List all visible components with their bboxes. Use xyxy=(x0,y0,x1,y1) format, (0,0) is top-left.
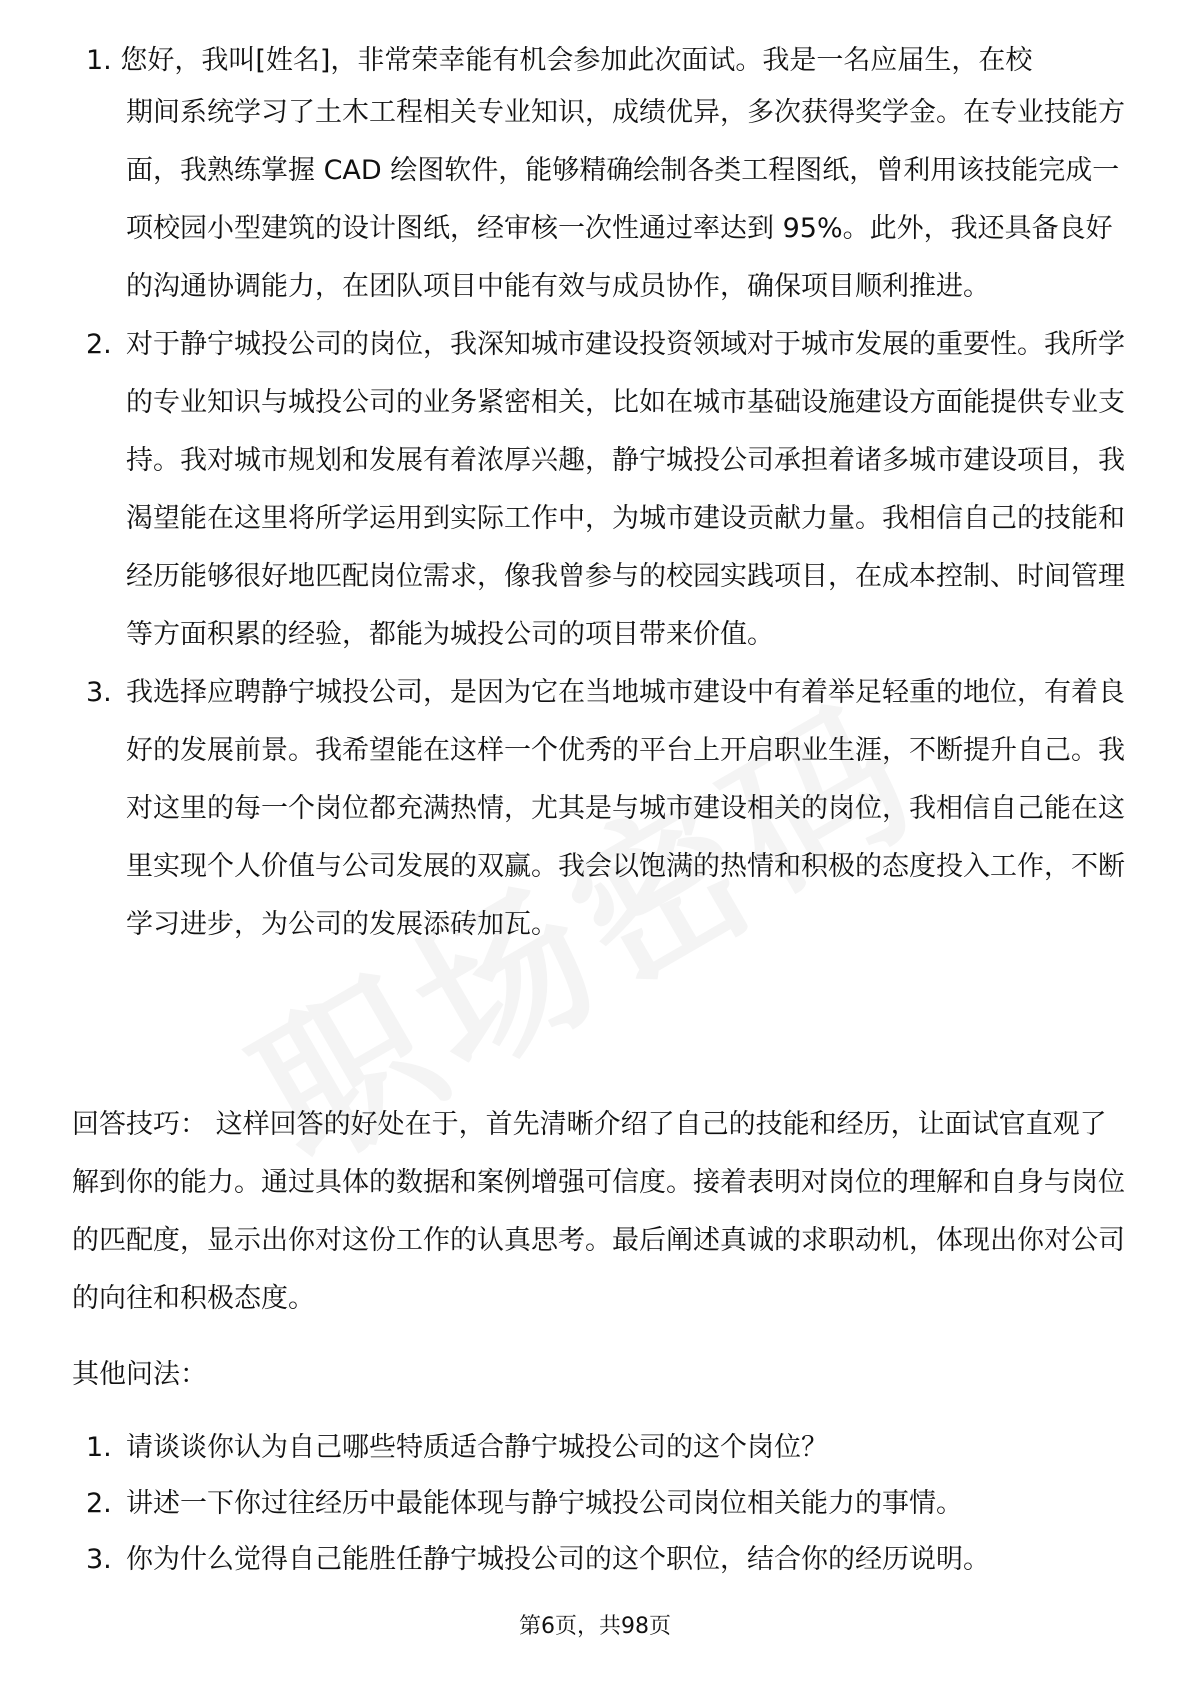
list-item xyxy=(0,1420,1190,1476)
list-item-text: 对于静宁城投公司的岗位，我深知城市建设投资领域对于城市发展的重要性。我所学的专业知识与城投公司的业务紧密相关，比如在城市基础设施建设方面能提供专业支持。我对城市规划和发展有着浓厚兴趣，静宁城投公司承担着诸多城市建设项目，我渴望能在这里将所学运用到实际工作中，为城市建设贡献力量。我相信自己的技能和经历能够很好地匹配岗位需求，像我曾参与的校园实践项目，在成本控制、时间管理等方面积累的经验，都能为城投公司的项目带来价值。 xyxy=(126,329,1125,650)
answer-list xyxy=(0,84,1190,954)
list-item-number: 2. xyxy=(86,329,112,360)
list-item xyxy=(0,1476,1190,1532)
list-item xyxy=(0,316,1190,664)
list-item-text: 你为什么觉得自己能胜任静宁城投公司的这个职位，结合你的经历说明。 xyxy=(126,1544,990,1575)
list-item-number: 3. xyxy=(86,1544,112,1575)
list-item-text: 我选择应聘静宁城投公司，是因为它在当地城市建设中有着举足轻重的地位，有着良好的发展前景。我希望能在这样一个优秀的平台上开启职业生涯，不断提升自己。我对这里的每一个岗位都充满热情，尤其是与城市建设相关的岗位，我相信自己能在这里实现个人价值与公司发展的双赢。我会以饱满的热情和积极的态度投入工作，不断学习进步，为公司的发展添砖加瓦。 xyxy=(126,677,1125,940)
list-item-number: 2. xyxy=(86,1488,112,1519)
other-questions-list xyxy=(0,1420,1190,1588)
clipped-top-line xyxy=(0,0,1190,76)
list-item-text: 期间系统学习了土木工程相关专业知识，成绩优异，多次获得奖学金。在专业技能方面，我熟练掌握 CAD 绘图软件，能够精确绘制各类工程图纸，曾利用该技能完成一项校园小型建筑的设计图纸，经审核一次性通过率达到 95%。此外，我还具备良好的沟通协调能力，在团队项目中能有效与成员协作，确保项目顺利推进。 xyxy=(126,97,1125,302)
other-questions-heading: 其他问法： xyxy=(72,1359,207,1390)
list-item xyxy=(0,1532,1190,1588)
list-item-text: 请谈谈你认为自己哪些特质适合静宁城投公司的这个岗位？ xyxy=(126,1432,828,1463)
list-item xyxy=(0,664,1190,954)
list-item-text: 讲述一下你过往经历中最能体现与静宁城投公司岗位相关能力的事情。 xyxy=(126,1488,963,1519)
answer-tips-paragraph: 回答技巧： 这样回答的好处在于，首先清晰介绍了自己的技能和经历，让面试官直观了解到你的能力。通过具体的数据和案例增强可信度。接着表明对岗位的理解和自身与岗位的匹配度，显示出你对这份工作的认真思考。最后阐述真诚的求职动机，体现出你对公司的向往和积极态度。 xyxy=(72,1109,1125,1314)
list-item xyxy=(0,84,1190,316)
list-item-number: 3. xyxy=(86,677,112,708)
page-number-footer: 第6页，共98页 xyxy=(519,1614,671,1639)
clipped-line-text: 1. 您好，我叫[姓名]，非常荣幸能有机会参加此次面试。我是一名应届生，在校 xyxy=(86,45,1033,76)
list-item-number: 1. xyxy=(86,1432,112,1463)
